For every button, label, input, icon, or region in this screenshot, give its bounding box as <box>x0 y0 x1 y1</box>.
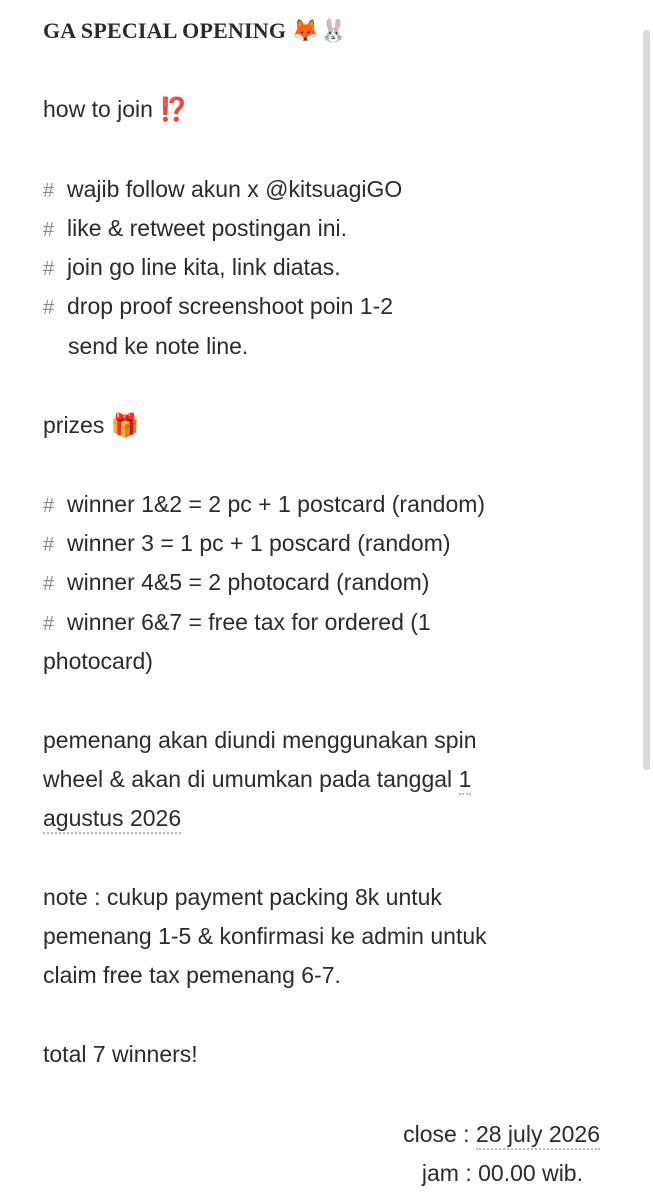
prize-4 <box>43 607 431 639</box>
note-line-3: claim free tax pemenang 6-7. <box>43 962 341 988</box>
step-text: wajib follow akun x @kitsuagiGO <box>67 176 403 202</box>
total-winners: total 7 winners! <box>43 1041 198 1067</box>
how-to-join-heading: how to join ⁉️ <box>43 96 188 122</box>
step-4-continued: send ke note line. <box>68 333 249 359</box>
prize-2 <box>43 528 451 560</box>
announcement-text: wheel & akan di umumkan pada tanggal <box>43 766 459 792</box>
prize-4-continued: photocard) <box>43 648 153 674</box>
announcement-line-3 <box>43 803 181 833</box>
step-4 <box>43 291 393 323</box>
hash-marker: # <box>43 534 55 556</box>
step-1 <box>43 174 402 206</box>
step-text: like & retweet postingan ini. <box>67 215 347 241</box>
prize-text: winner 6&7 = free tax for ordered (1 <box>67 609 431 635</box>
hash-marker: # <box>43 258 55 280</box>
title: GA SPECIAL OPENING 🦊🐰 <box>43 18 348 43</box>
prize-3 <box>43 567 429 599</box>
close-line <box>403 1119 600 1149</box>
close-date-link[interactable]: 28 july 2026 <box>476 1121 600 1150</box>
hash-marker: # <box>43 297 55 319</box>
announcement-line-1: pemenang akan diundi menggunakan spin <box>43 727 477 753</box>
step-3 <box>43 252 341 284</box>
announcement-date-link[interactable]: 1 <box>459 766 472 795</box>
hash-marker: # <box>43 573 55 595</box>
step-2 <box>43 213 347 245</box>
step-text: drop proof screenshoot poin 1-2 <box>67 293 394 319</box>
hash-marker: # <box>43 495 55 517</box>
note-line-2: pemenang 1-5 & konfirmasi ke admin untuk <box>43 923 487 949</box>
hash-marker: # <box>43 613 55 635</box>
close-label: close : <box>403 1121 476 1147</box>
prize-text: winner 1&2 = 2 pc + 1 postcard (random) <box>67 491 486 517</box>
hash-marker: # <box>43 219 55 241</box>
jam-line: jam : 00.00 wib. <box>421 1160 583 1186</box>
prize-1 <box>43 489 485 521</box>
announcement-line-2 <box>43 764 471 794</box>
prizes-heading: prizes 🎁 <box>43 412 140 438</box>
prize-text: winner 4&5 = 2 photocard (random) <box>67 569 430 595</box>
vertical-scrollbar[interactable] <box>643 30 650 770</box>
note-line-1: note : cukup payment packing 8k untuk <box>43 884 442 910</box>
step-text: join go line kita, link diatas. <box>67 254 341 280</box>
prize-text: winner 3 = 1 pc + 1 poscard (random) <box>67 530 451 556</box>
announcement-date-link[interactable]: agustus 2026 <box>43 805 181 834</box>
hash-marker: # <box>43 180 55 202</box>
